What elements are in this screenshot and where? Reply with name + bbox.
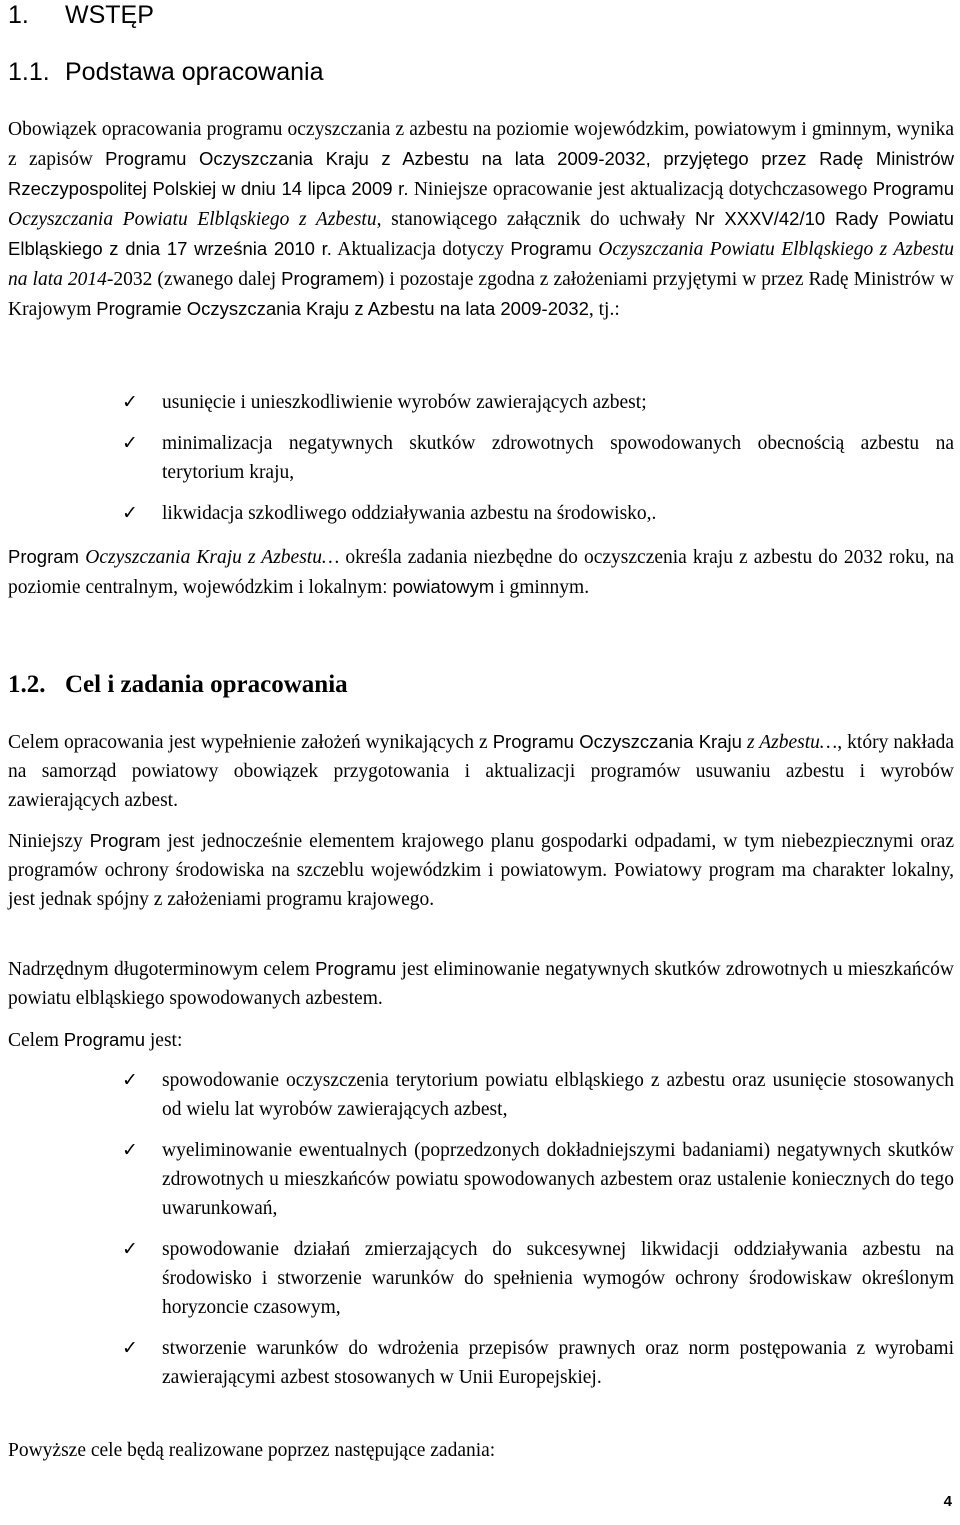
text-run: Niniejsze opracowanie jest aktualizacją dotychczasowego — [408, 179, 873, 200]
list-item — [8, 1136, 954, 1223]
text-run: Aktualizacja dotyczy — [331, 239, 511, 260]
checkmark-icon: ✓ — [122, 502, 138, 524]
text-run: Celem opracowania jest wypełnienie założeń wynikających z — [8, 732, 493, 753]
program-reference: Programu Oczyszczania Kraju z Azbestu na lata 2009-2032, przyjętego przez Radę Ministrów Rzeczypospolitej Polskiej w dniu 14 lipca 2009 r. — [8, 148, 954, 199]
checkmark-icon: ✓ — [122, 1069, 138, 1091]
page-number: 4 — [943, 1493, 952, 1510]
program-title-italic: Oczyszczania Kraju z Azbestu… — [85, 547, 340, 568]
paragraph-celem-programu — [8, 1025, 954, 1055]
text-run: , stanowiącego załącznik do uchwały — [376, 209, 695, 230]
program-reference: Programie Oczyszczania Kraju z Azbestu na lata 2009-2032 — [96, 298, 589, 319]
text-run: Nadrzędnym długoterminowym celem — [8, 959, 316, 980]
list-item — [8, 499, 954, 528]
goals-list-2 — [8, 1066, 954, 1392]
paragraph-cel-dlugoterminowy — [8, 954, 954, 1013]
list-item-text: spowodowanie oczyszczenia terytorium powiatu elbląskiego z azbestu oraz usunięcie stosowanych od wielu lat wyrobów zawierających azbest, — [162, 1070, 954, 1120]
program-reference: Programu — [872, 178, 955, 199]
text-run: jest jednocześnie elementem krajowego planu gospodarki odpadami, w tym niebezpiecznymi oraz programów ochrony środowiska na szczeblu wojewódzkim i powiatowym. Powiatowy program ma charakter lokalny, jest jednak spójny z założeniami programu krajowego. — [8, 831, 954, 910]
section-title: Cel i zadania opracowania — [65, 671, 348, 698]
section-title: Podstawa opracowania — [65, 58, 324, 86]
list-item-text: stworzenie warunków do wdrożenia przepisów prawnych oraz norm postępowania z wyrobami zawierającymi azbest stosowanych w Unii Europejskiej. — [162, 1338, 954, 1388]
text-run: , tj.: — [588, 299, 620, 320]
section-heading-1 — [8, 0, 154, 30]
list-item-text: likwidacja szkodliwego oddziaływania azbestu na środowisko,. — [162, 503, 657, 524]
section-number: 1.1. — [8, 58, 50, 86]
text-run: jest eliminowanie negatywnych skutków zdrowotnych u mieszkańców powiatu elbląskiego spowodowanych azbestem. — [8, 959, 954, 1009]
checkmark-icon: ✓ — [122, 1337, 138, 1359]
goals-list-1 — [8, 388, 954, 528]
program-title-italic: Oczyszczania Powiatu Elbląskiego z Azbestu na lata 2014 — [8, 239, 954, 290]
text-run: : powiatowym — [382, 576, 495, 597]
program-reference: Programu — [510, 238, 599, 259]
program-reference: Programu Oczyszczania Kraju — [492, 731, 742, 752]
program-title-italic: Oczyszczania Powiatu Elbląskiego z Azbestu — [8, 209, 377, 230]
list-item-text: usunięcie i unieszkodliwienie wyrobów zawierających azbest; — [162, 392, 647, 413]
program-reference: Program — [8, 546, 86, 567]
program-reference: Programu — [315, 958, 397, 979]
text-run: jest: — [145, 1030, 183, 1051]
checkmark-icon: ✓ — [122, 432, 138, 454]
text-run: ) i pozostaje zgodna z założeniami przyjętymi w przez Radę Ministrów w Krajowym — [8, 269, 954, 320]
program-reference: Programem — [281, 268, 378, 289]
paragraph-powyzsze-cele — [8, 1436, 954, 1465]
text-run: -2032 (zwanego dalej — [106, 269, 282, 290]
section-heading-1-2 — [8, 670, 348, 700]
paragraph-cel-opracowania — [8, 727, 954, 815]
list-item — [8, 429, 954, 487]
paragraph-program-zadania — [8, 542, 954, 602]
list-item — [8, 1066, 954, 1124]
checkmark-icon: ✓ — [122, 1139, 138, 1161]
checkmark-icon: ✓ — [122, 1238, 138, 1260]
text-run: Powyższe cele będą realizowane poprzez następujące zadania: — [8, 1440, 496, 1461]
list-item-text: spowodowanie działań zmierzających do sukcesywnej likwidacji oddziaływania azbestu na środowisko i stworzenie warunków do spełnienia wymogów ochrony środowiskaw określonym horyzoncie czasowym, — [162, 1239, 954, 1318]
section-heading-1-1 — [8, 57, 324, 87]
program-reference: Program — [89, 830, 161, 851]
list-item-text: minimalizacja negatywnych skutków zdrowotnych spowodowanych obecnością azbestu na terytorium kraju, — [162, 433, 954, 483]
resolution-reference: Nr XXXV/42/10 Rady Powiatu Elbląskiego z dnia 17 września 2010 r. — [8, 208, 954, 259]
program-title-italic: z Azbestu… — [746, 732, 838, 753]
list-item — [8, 1235, 954, 1322]
text-run: Celem — [8, 1030, 64, 1051]
section-number: 1. — [8, 1, 29, 29]
checkmark-icon: ✓ — [122, 391, 138, 413]
text-run: Obowiązek opracowania programu oczyszczania z azbestu na poziomie wojewódzkim, powiatowym i gminnym, wynika z zapisów — [8, 119, 954, 170]
list-item-text: wyeliminowanie ewentualnych (poprzedzonych dokładniejszymi badaniami) negatywnych skutków zdrowotnych u mieszkańców powiatu spowodowanych azbestem oraz ustalenie koniecznych do tego uwarunkowań, — [162, 1140, 954, 1219]
section-title: WSTĘP — [65, 1, 154, 29]
text-run: i gminnym. — [494, 577, 590, 598]
program-reference: Programu — [63, 1029, 146, 1050]
list-item — [8, 388, 954, 417]
text-run: Niniejszy — [8, 831, 90, 852]
text-run: określa zadania niezbędne do oczyszczenia kraju z azbestu do 2032 roku, na poziomie centralnym, wojewódzkim i lokalnym — [8, 547, 955, 598]
section-number: 1.2. — [8, 671, 46, 698]
paragraph-niniejszy-program — [8, 826, 954, 914]
text-run: , który nakłada na samorząd powiatowy obowiązek przygotowania i aktualizacji programów usuwaniu azbestu i wyrobów zawierających azbest. — [8, 732, 955, 811]
list-item — [8, 1334, 954, 1392]
paragraph-podstawa — [8, 115, 954, 324]
